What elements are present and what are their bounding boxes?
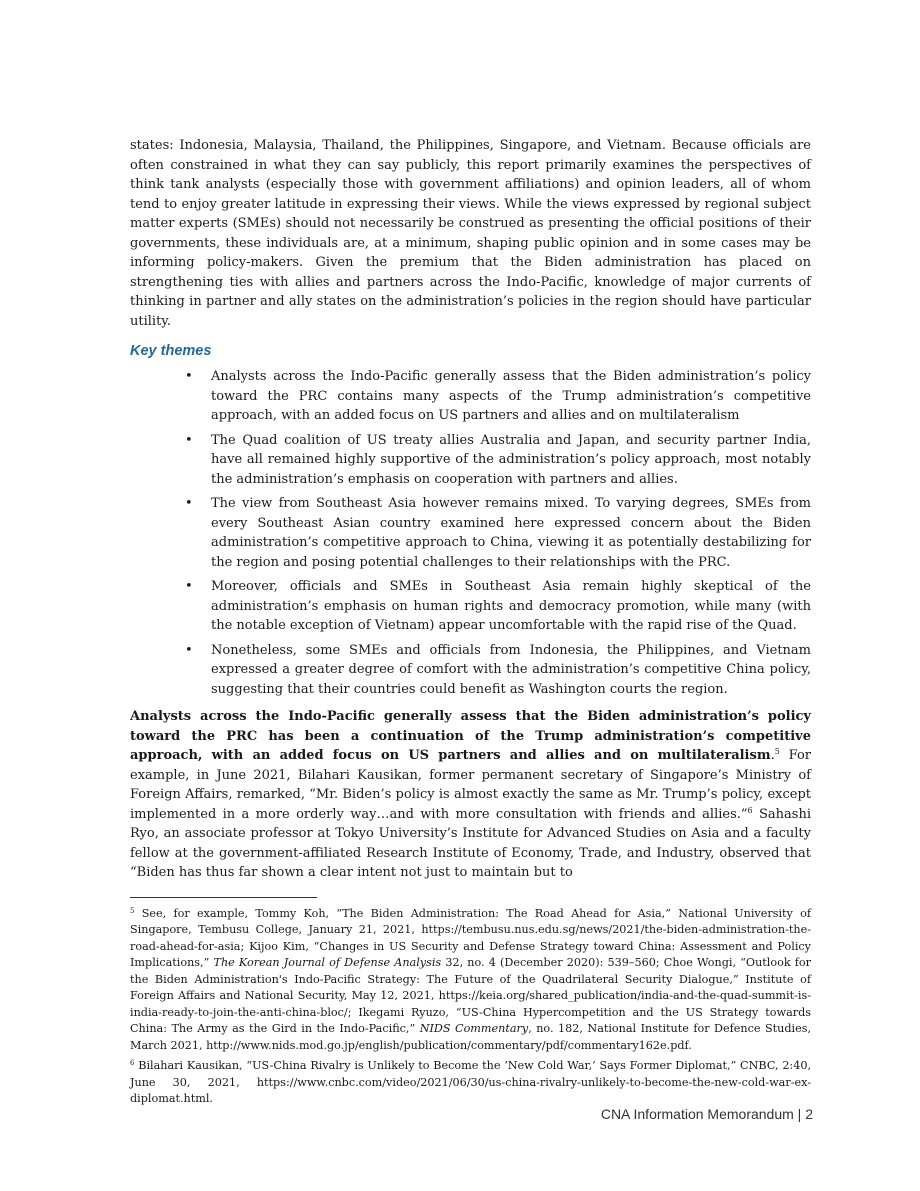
finding-lead: Analysts across the Indo-Pacific generally assess that the Biden administration’s policy toward the PRC has been a continuation of the Trump administration’s competitive approach, with an added focus on US partners and allies and on multilateralism bbox=[130, 709, 811, 763]
bullet-icon: • bbox=[185, 496, 193, 511]
finding-text-1: For example, in June 2021, Bilahari Kausikan, former permanent secretary of Singapore’s Ministry of Foreign Affairs, remarked, “Mr. Biden’s policy is almost exactly the same as Mr. Trump’s policy, except implemented in a more orderly way…and with more consultation with friends and allies.” bbox=[130, 748, 812, 822]
key-theme-text: The Quad coalition of US treaty allies Australia and Japan, and security partner India, have all remained highly supportive of the administration’s policy approach, most notably the administration’s emphasis on cooperation with partners and allies. bbox=[211, 432, 811, 487]
key-themes-heading: Key themes bbox=[130, 343, 212, 359]
footnote-text: Bilahari Kausikan, “US-China Rivalry is Unlikely to Become the ‘New Cold War,’ Says Former Diplomat,” CNBC, 2:40, June 30, 2021, https://www.cnbc.com/video/2021/06/30/us-china-rivalry-unlikely-to-become-the-new-cold-war-ex-diplomat.html. bbox=[130, 1059, 811, 1105]
bullet-icon: • bbox=[185, 369, 193, 384]
key-theme-item bbox=[185, 494, 811, 572]
footnote-text: , no. 182, National Institute for Defence Studies, March 2021, http://www.nids.mod.go.jp/english/publication/commentary/pdf/commentary162e.pdf. bbox=[130, 1022, 812, 1052]
footnote-6 bbox=[130, 1058, 811, 1108]
intro-paragraph: states: Indonesia, Malaysia, Thailand, the Philippines, Singapore, and Vietnam. Because officials are often constrained in what they can say publicly, this report primarily examines the perspectives of think tank analysts (especially those with government affiliations) and opinion leaders, all of whom tend to enjoy greater latitude in expressing their views. While the views expressed by regional subject matter experts (SMEs) should not necessarily be construed as presenting the official positions of their governments, these individuals are, at a minimum, shaping public opinion and in some cases may be informing policy-makers. Given the premium that the Biden administration has placed on strengthening ties with allies and partners across the Indo-Pacific, knowledge of major currents of thinking in partner and ally states on the administration’s policies in the region should have particular utility. bbox=[130, 138, 811, 329]
finding-paragraph bbox=[130, 707, 811, 883]
footnote-number: 5 bbox=[130, 906, 135, 915]
key-theme-text: Analysts across the Indo-Pacific generally assess that the Biden administration’s policy toward the PRC contains many aspects of the Trump administration’s competitive approach, with an added focus on US partners and allies and on multilateralism bbox=[211, 369, 811, 423]
footnote-ref-6[interactable]: 6 bbox=[747, 805, 753, 815]
footnote-journal-title: NIDS Commentary bbox=[419, 1022, 529, 1035]
key-theme-item bbox=[185, 431, 811, 490]
key-theme-text: Nonetheless, some SMEs and officials from Indonesia, the Philippines, and Vietnam expressed a greater degree of comfort with the administration’s competitive China policy, suggesting that their countries could benefit as Washington courts the region. bbox=[211, 642, 811, 697]
footnote-ref-5[interactable]: 5 bbox=[774, 747, 780, 756]
footnote-divider bbox=[130, 897, 317, 898]
key-themes-list bbox=[130, 367, 811, 699]
footnote-number: 6 bbox=[130, 1059, 135, 1067]
bullet-icon: • bbox=[185, 579, 193, 594]
key-theme-item bbox=[185, 367, 811, 426]
key-theme-item bbox=[185, 577, 811, 636]
page-footer: CNA Information Memorandum | 2 bbox=[600, 1106, 813, 1122]
key-theme-text: Moreover, officials and SMEs in Southeast Asia remain highly skeptical of the administration’s emphasis on human rights and democracy promotion, while many (with the notable exception of Vietnam) appear uncomfortable with the rapid rise of the Quad. bbox=[211, 579, 811, 633]
document-body bbox=[130, 136, 811, 1112]
key-theme-text: The view from Southeast Asia however remains mixed. To varying degrees, SMEs from every Southeast Asian country examined here expressed concern about the Biden administration’s competitive approach to China, viewing it as potentially destabilizing for the region and posing potential challenges to their relationships with the PRC. bbox=[211, 496, 811, 570]
finding-period: . bbox=[770, 748, 775, 763]
footnote-text: See, for example, Tommy Koh, “The Biden Administration: The Road Ahead for Asia,” National University of Singapore, Tembusu College, January 21, 2021, https://tembusu.nus.edu.sg/news/2021/the-biden-administration-the-road-ahead-for-asia; Kijoo Kim, “Changes in US Security and Defense Strategy toward China: Assessment and Policy Implications,” bbox=[130, 906, 811, 969]
footnote-5 bbox=[130, 906, 811, 1055]
finding-text-2: Sahashi Ryo, an associate professor at Tokyo University’s Institute for Advanced Studies on Asia and a faculty fellow at the government-affiliated Research Institute of Economy, Trade, and Industry, observed that “Biden has thus far shown a clear intent not just to maintain but to bbox=[130, 806, 811, 880]
key-theme-item bbox=[185, 641, 811, 700]
bullet-icon: • bbox=[185, 642, 193, 658]
footnote-text: 32, no. 4 (December 2020): 539–560; Choe Wongi, “Outlook for the Biden Administration's Indo-Pacific Strategy: The Future of the Quadrilateral Security Dialogue,” Institute of Foreign Affairs and National Security, May 12, 2021, https://keia.org/shared_publication/india-and-the-quad-summit-is-india-ready-to-join-the-anti-china-bloc/; Ikegami Ryuzo, “US-China Hypercompetition and the US Strategy towards China: The Army as the Gird in the Indo-Pacific,” bbox=[130, 956, 812, 1035]
footnote-journal-title: The Korean Journal of Defense Analysis bbox=[213, 956, 442, 969]
bullet-icon: • bbox=[185, 432, 193, 448]
